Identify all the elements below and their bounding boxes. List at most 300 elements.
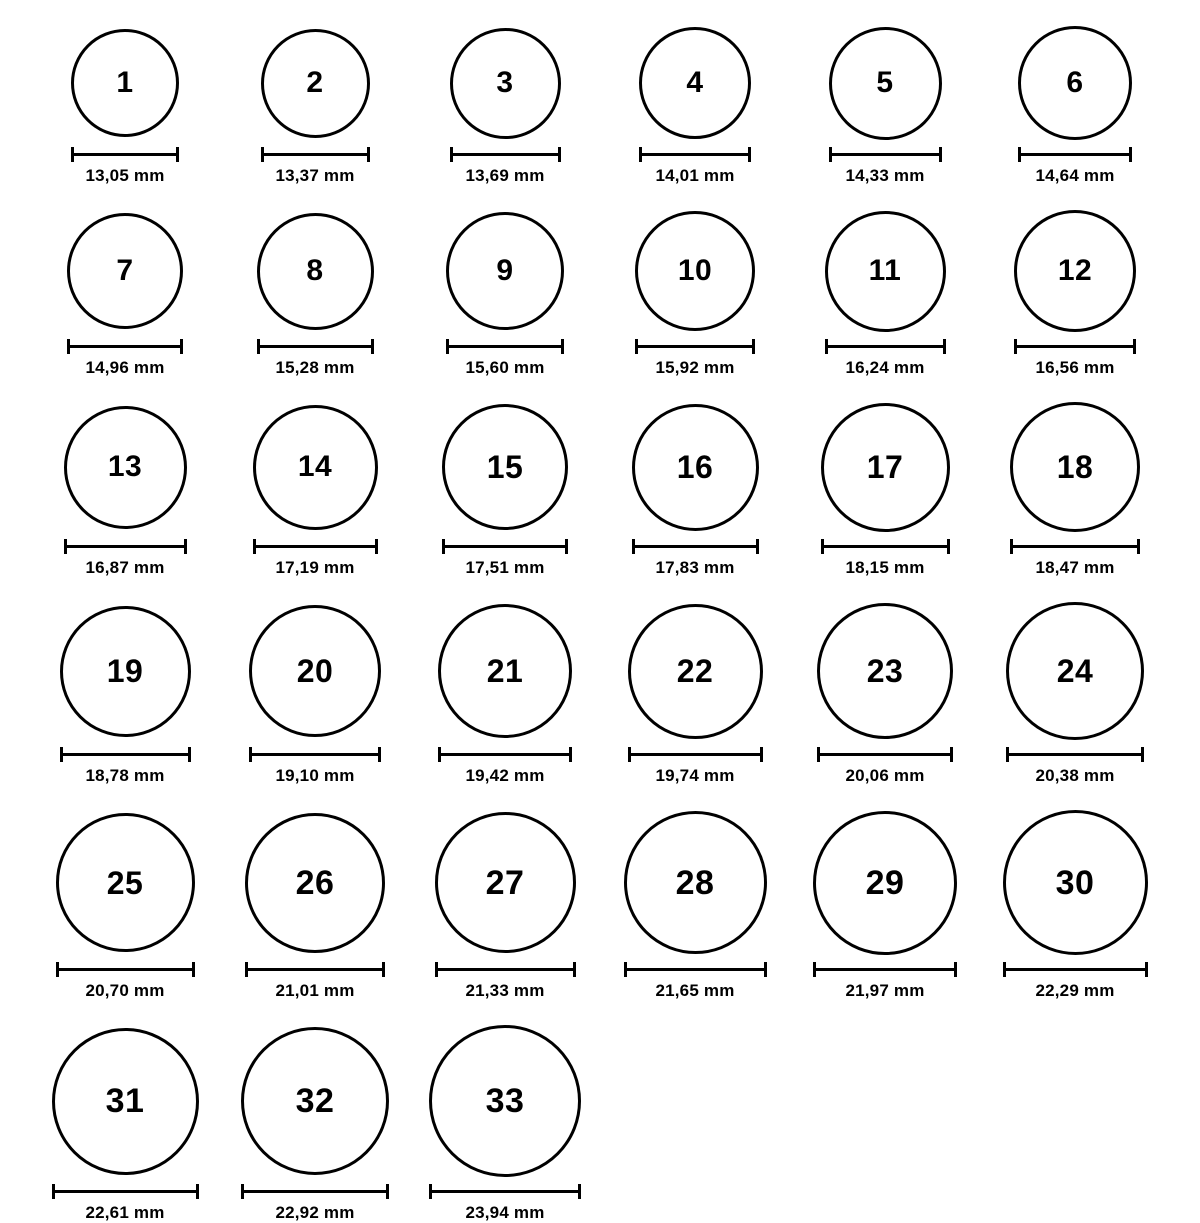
ring-size-cell[interactable]: [220, 210, 410, 378]
ring-size-cell[interactable]: [220, 26, 410, 186]
size-row: [30, 402, 1170, 578]
ring-circle-wrap: [60, 602, 191, 740]
measure-tick-left: [241, 1184, 244, 1199]
ring-circle-wrap: [435, 810, 576, 955]
diameter-measure-bar: [64, 539, 187, 553]
ring-circle-icon: [1006, 602, 1144, 740]
ring-circle-icon: [241, 1027, 389, 1175]
size-row: [30, 810, 1170, 1001]
ring-circle-icon: [261, 29, 370, 138]
ring-circle-wrap: [245, 810, 385, 955]
ring-size-number: 24: [1056, 653, 1094, 689]
ring-circle-icon: [813, 811, 957, 955]
diameter-label: 16,87 mm: [85, 558, 165, 577]
diameter-label: 14,96 mm: [85, 358, 165, 377]
diameter-measure-bar: [446, 339, 564, 353]
diameter-label: 17,51 mm: [465, 558, 545, 577]
ring-size-cell[interactable]: [600, 602, 790, 786]
diameter-measure-bar: [257, 339, 374, 353]
ring-size-number: 5: [876, 66, 894, 99]
diameter-measure-bar: [71, 147, 179, 161]
measure-line: [1014, 345, 1136, 348]
ring-circle-wrap: [632, 402, 759, 532]
measure-tick-left: [67, 339, 70, 354]
measure-tick-left: [261, 147, 264, 162]
diameter-measure-bar: [821, 539, 950, 553]
size-row: [30, 1025, 1170, 1223]
ring-size-cell[interactable]: [30, 210, 220, 378]
measure-tick-left: [435, 962, 438, 977]
measure-tick-left: [628, 747, 631, 762]
diameter-label: 21,01 mm: [275, 981, 355, 1000]
size-row: [30, 210, 1170, 378]
size-row: [30, 602, 1170, 786]
measure-line: [257, 345, 374, 348]
ring-size-number: 3: [496, 66, 514, 99]
diameter-measure-bar: [628, 747, 763, 761]
measure-line: [261, 153, 370, 156]
ring-size-cell[interactable]: [30, 1025, 220, 1223]
diameter-measure-bar: [429, 1184, 581, 1198]
ring-circle-wrap: [1014, 210, 1136, 332]
ring-size-cell[interactable]: [410, 402, 600, 578]
measure-tick-left: [1006, 747, 1009, 762]
diameter-label: 13,37 mm: [275, 166, 355, 185]
measure-tick-right: [752, 339, 755, 354]
measure-tick-left: [249, 747, 252, 762]
diameter-label: 14,33 mm: [845, 166, 925, 185]
measure-tick-right: [578, 1184, 581, 1199]
diameter-label: 15,28 mm: [275, 358, 355, 377]
measure-tick-right: [943, 339, 946, 354]
ring-circle-icon: [249, 605, 381, 737]
ring-size-number: 12: [1057, 254, 1093, 287]
measure-line: [635, 345, 755, 348]
ring-circle-icon: [52, 1028, 199, 1175]
diameter-label: 14,01 mm: [655, 166, 735, 185]
measure-tick-right: [950, 747, 953, 762]
ring-circle-wrap: [1010, 402, 1140, 532]
ring-size-number: 28: [675, 863, 715, 902]
measure-tick-right: [375, 539, 378, 554]
diameter-measure-bar: [635, 339, 755, 353]
ring-circle-wrap: [429, 1025, 581, 1177]
ring-circle-icon: [1003, 810, 1148, 955]
measure-tick-right: [954, 962, 957, 977]
diameter-measure-bar: [817, 747, 953, 761]
diameter-label: 19,42 mm: [465, 766, 545, 785]
ring-size-number: 16: [676, 449, 714, 485]
measure-tick-left: [813, 962, 816, 977]
measure-line: [825, 345, 946, 348]
ring-size-cell[interactable]: [30, 402, 220, 578]
diameter-measure-bar: [1018, 147, 1132, 161]
diameter-label: 21,33 mm: [465, 981, 545, 1000]
diameter-measure-bar: [241, 1184, 389, 1198]
diameter-label: 15,60 mm: [465, 358, 545, 377]
measure-line: [241, 1190, 389, 1193]
diameter-label: 20,06 mm: [845, 766, 925, 785]
measure-line: [632, 545, 759, 548]
diameter-label: 16,56 mm: [1035, 358, 1115, 377]
diameter-measure-bar: [52, 1184, 199, 1198]
measure-tick-right: [382, 962, 385, 977]
diameter-measure-bar: [825, 339, 946, 353]
diameter-label: 23,94 mm: [465, 1203, 545, 1222]
ring-circle-icon: [56, 813, 195, 952]
measure-tick-right: [196, 1184, 199, 1199]
measure-line: [813, 968, 957, 971]
measure-tick-right: [192, 962, 195, 977]
ring-circle-icon: [450, 28, 561, 139]
measure-line: [1018, 153, 1132, 156]
measure-tick-left: [821, 539, 824, 554]
ring-circle-wrap: [442, 402, 568, 532]
ring-size-cell[interactable]: [980, 210, 1170, 378]
ring-circle-wrap: [817, 602, 953, 740]
ring-size-number: 13: [107, 450, 143, 483]
measure-tick-left: [245, 962, 248, 977]
ring-circle-wrap: [1018, 26, 1132, 140]
diameter-label: 14,64 mm: [1035, 166, 1115, 185]
measure-line: [56, 968, 195, 971]
measure-tick-left: [64, 539, 67, 554]
measure-tick-left: [429, 1184, 432, 1199]
ring-size-cell[interactable]: [790, 26, 980, 186]
ring-size-number: 23: [866, 653, 904, 689]
ring-circle-icon: [442, 404, 568, 530]
measure-tick-right: [180, 339, 183, 354]
ring-size-number: 8: [306, 254, 324, 287]
ring-size-cell[interactable]: [220, 810, 410, 1001]
ring-circle-wrap: [71, 26, 179, 140]
diameter-measure-bar: [60, 747, 191, 761]
ring-circle-icon: [825, 211, 946, 332]
measure-line: [1003, 968, 1148, 971]
ring-circle-icon: [817, 603, 953, 739]
ring-circle-wrap: [1003, 810, 1148, 955]
measure-tick-left: [56, 962, 59, 977]
measure-tick-right: [1137, 539, 1140, 554]
diameter-measure-bar: [1006, 747, 1144, 761]
measure-tick-left: [52, 1184, 55, 1199]
ring-circle-icon: [438, 604, 572, 738]
ring-circle-icon: [64, 406, 187, 529]
ring-size-cell[interactable]: [410, 26, 600, 186]
diameter-label: 16,24 mm: [845, 358, 925, 377]
ring-size-number: 6: [1066, 66, 1084, 99]
ring-circle-icon: [1010, 402, 1140, 532]
measure-tick-right: [756, 539, 759, 554]
measure-line: [429, 1190, 581, 1193]
diameter-measure-bar: [249, 747, 381, 761]
ring-size-cell[interactable]: [790, 210, 980, 378]
ring-size-number: 9: [496, 254, 514, 287]
measure-tick-left: [1010, 539, 1013, 554]
measure-tick-left: [1018, 147, 1021, 162]
ring-circle-wrap: [52, 1025, 199, 1177]
diameter-measure-bar: [261, 147, 370, 161]
ring-size-number: 27: [485, 863, 525, 902]
ring-circle-wrap: [56, 810, 195, 955]
ring-size-cell[interactable]: [790, 810, 980, 1001]
ring-circle-icon: [628, 604, 763, 739]
ring-circle-wrap: [635, 210, 755, 332]
measure-tick-left: [253, 539, 256, 554]
ring-size-cell[interactable]: [980, 402, 1170, 578]
diameter-label: 21,65 mm: [655, 981, 735, 1000]
ring-size-cell[interactable]: [410, 1025, 600, 1223]
size-row: [30, 26, 1170, 186]
measure-tick-right: [760, 747, 763, 762]
measure-line: [64, 545, 187, 548]
measure-line: [249, 753, 381, 756]
diameter-label: 18,47 mm: [1035, 558, 1115, 577]
measure-tick-right: [184, 539, 187, 554]
measure-line: [829, 153, 942, 156]
measure-line: [446, 345, 564, 348]
diameter-label: 18,78 mm: [85, 766, 165, 785]
ring-size-number: 26: [295, 863, 335, 902]
ring-circle-icon: [429, 1025, 581, 1177]
diameter-measure-bar: [253, 539, 378, 553]
ring-size-number: 33: [485, 1082, 525, 1120]
diameter-measure-bar: [450, 147, 561, 161]
diameter-label: 22,61 mm: [85, 1203, 165, 1222]
measure-tick-left: [60, 747, 63, 762]
ring-size-cell[interactable]: [980, 26, 1170, 186]
ring-size-cell[interactable]: [980, 602, 1170, 786]
ring-circle-wrap: [253, 402, 378, 532]
measure-tick-left: [442, 539, 445, 554]
ring-size-cell[interactable]: [30, 810, 220, 1001]
measure-tick-left: [639, 147, 642, 162]
measure-line: [67, 345, 183, 348]
diameter-measure-bar: [67, 339, 183, 353]
measure-tick-right: [558, 147, 561, 162]
ring-size-cell[interactable]: [410, 210, 600, 378]
ring-size-cell[interactable]: [790, 602, 980, 786]
diameter-label: 19,74 mm: [655, 766, 735, 785]
measure-tick-right: [764, 962, 767, 977]
measure-tick-right: [561, 339, 564, 354]
ring-size-cell[interactable]: [30, 26, 220, 186]
diameter-measure-bar: [56, 962, 195, 976]
measure-line: [821, 545, 950, 548]
diameter-measure-bar: [435, 962, 576, 976]
ring-size-number: 30: [1055, 863, 1095, 902]
measure-line: [438, 753, 572, 756]
measure-tick-right: [386, 1184, 389, 1199]
ring-size-cell[interactable]: [790, 402, 980, 578]
measure-tick-left: [635, 339, 638, 354]
ring-size-cell[interactable]: [220, 602, 410, 786]
ring-size-number: 11: [868, 254, 902, 287]
measure-tick-right: [569, 747, 572, 762]
ring-circle-wrap: [825, 210, 946, 332]
diameter-measure-bar: [639, 147, 751, 161]
ring-circle-icon: [253, 405, 378, 530]
measure-tick-right: [1129, 147, 1132, 162]
measure-line: [52, 1190, 199, 1193]
measure-tick-right: [947, 539, 950, 554]
ring-circle-wrap: [67, 210, 183, 332]
measure-line: [639, 153, 751, 156]
ring-circle-wrap: [261, 26, 370, 140]
ring-size-number: 32: [295, 1082, 335, 1120]
ring-size-cell[interactable]: [410, 602, 600, 786]
ring-circle-wrap: [249, 602, 381, 740]
ring-size-cell[interactable]: [220, 402, 410, 578]
measure-tick-left: [632, 539, 635, 554]
diameter-measure-bar: [245, 962, 385, 976]
diameter-measure-bar: [1003, 962, 1148, 976]
measure-tick-right: [1145, 962, 1148, 977]
diameter-label: 21,97 mm: [845, 981, 925, 1000]
measure-tick-left: [446, 339, 449, 354]
ring-circle-icon: [635, 211, 755, 331]
measure-tick-left: [1014, 339, 1017, 354]
ring-size-number: 14: [297, 450, 333, 483]
ring-circle-wrap: [639, 26, 751, 140]
diameter-measure-bar: [438, 747, 572, 761]
ring-circle-wrap: [257, 210, 374, 332]
ring-size-cell[interactable]: [600, 810, 790, 1001]
diameter-measure-bar: [442, 539, 568, 553]
measure-tick-right: [378, 747, 381, 762]
measure-tick-right: [748, 147, 751, 162]
ring-size-number: 2: [306, 66, 324, 99]
measure-line: [60, 753, 191, 756]
measure-tick-right: [939, 147, 942, 162]
ring-size-number: 10: [677, 254, 713, 287]
ring-circle-wrap: [64, 402, 187, 532]
measure-tick-right: [188, 747, 191, 762]
diameter-label: 22,29 mm: [1035, 981, 1115, 1000]
ring-size-cell[interactable]: [600, 26, 790, 186]
ring-circle-wrap: [446, 210, 564, 332]
ring-size-number: 7: [116, 254, 134, 287]
ring-circle-wrap: [241, 1025, 389, 1177]
diameter-measure-bar: [813, 962, 957, 976]
ring-circle-wrap: [813, 810, 957, 955]
measure-tick-left: [438, 747, 441, 762]
measure-tick-right: [176, 147, 179, 162]
diameter-label: 20,70 mm: [85, 981, 165, 1000]
measure-line: [1010, 545, 1140, 548]
diameter-label: 15,92 mm: [655, 358, 735, 377]
ring-size-cell[interactable]: [410, 810, 600, 1001]
measure-tick-right: [1141, 747, 1144, 762]
ring-size-cell[interactable]: [980, 810, 1170, 1001]
ring-size-number: 20: [296, 653, 334, 689]
ring-circle-wrap: [624, 810, 767, 955]
ring-size-number: 17: [866, 449, 904, 485]
measure-tick-right: [565, 539, 568, 554]
measure-line: [628, 753, 763, 756]
ring-size-cell[interactable]: [220, 1025, 410, 1223]
measure-line: [624, 968, 767, 971]
measure-tick-left: [829, 147, 832, 162]
ring-size-number: 29: [865, 863, 905, 902]
ring-size-number: 25: [106, 864, 144, 901]
diameter-label: 19,10 mm: [275, 766, 355, 785]
measure-tick-left: [825, 339, 828, 354]
measure-tick-right: [367, 147, 370, 162]
ring-size-cell[interactable]: [600, 402, 790, 578]
ring-circle-icon: [257, 213, 374, 330]
ring-circle-wrap: [450, 26, 561, 140]
ring-circle-wrap: [628, 602, 763, 740]
measure-line: [1006, 753, 1144, 756]
ring-circle-icon: [71, 29, 179, 137]
ring-size-number: 4: [686, 66, 704, 99]
measure-line: [435, 968, 576, 971]
ring-size-number: 15: [486, 449, 524, 485]
ring-circle-wrap: [438, 602, 572, 740]
measure-line: [245, 968, 385, 971]
measure-tick-left: [1003, 962, 1006, 977]
ring-size-cell[interactable]: [30, 602, 220, 786]
ring-size-number: 18: [1056, 449, 1094, 485]
ring-circle-icon: [245, 813, 385, 953]
measure-tick-left: [450, 147, 453, 162]
diameter-label: 22,92 mm: [275, 1203, 355, 1222]
measure-tick-left: [624, 962, 627, 977]
measure-tick-left: [817, 747, 820, 762]
measure-line: [442, 545, 568, 548]
ring-circle-icon: [1018, 26, 1132, 140]
ring-circle-icon: [60, 606, 191, 737]
ring-circle-icon: [435, 812, 576, 953]
measure-tick-right: [371, 339, 374, 354]
ring-size-number: 31: [105, 1082, 145, 1120]
diameter-label: 20,38 mm: [1035, 766, 1115, 785]
diameter-measure-bar: [632, 539, 759, 553]
ring-size-number: 22: [676, 653, 714, 689]
diameter-label: 18,15 mm: [845, 558, 925, 577]
ring-circle-icon: [446, 212, 564, 330]
ring-circle-wrap: [829, 26, 942, 140]
ring-circle-wrap: [1006, 602, 1144, 740]
ring-size-number: 19: [106, 653, 144, 689]
ring-circle-icon: [821, 403, 950, 532]
measure-tick-left: [257, 339, 260, 354]
ring-circle-icon: [829, 27, 942, 140]
measure-line: [817, 753, 953, 756]
diameter-measure-bar: [624, 962, 767, 976]
ring-circle-icon: [624, 811, 767, 954]
measure-tick-left: [71, 147, 74, 162]
ring-circle-icon: [639, 27, 751, 139]
ring-size-number: 21: [486, 653, 524, 689]
measure-line: [253, 545, 378, 548]
diameter-label: 13,69 mm: [465, 166, 545, 185]
diameter-measure-bar: [1014, 339, 1136, 353]
measure-tick-right: [573, 962, 576, 977]
measure-line: [71, 153, 179, 156]
measure-line: [450, 153, 561, 156]
diameter-label: 17,19 mm: [275, 558, 355, 577]
measure-tick-right: [1133, 339, 1136, 354]
ring-circle-icon: [67, 213, 183, 329]
diameter-measure-bar: [829, 147, 942, 161]
ring-circle-wrap: [821, 402, 950, 532]
ring-size-cell[interactable]: [600, 210, 790, 378]
ring-size-number: 1: [116, 66, 134, 99]
ring-circle-icon: [632, 404, 759, 531]
diameter-label: 17,83 mm: [655, 558, 735, 577]
